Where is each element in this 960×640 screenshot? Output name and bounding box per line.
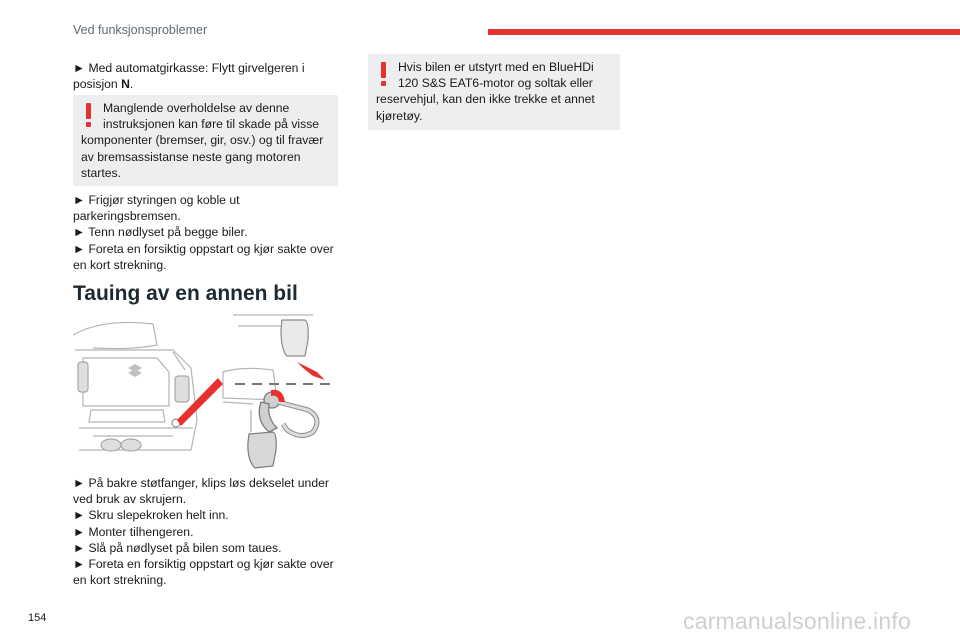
- step-screw-hook: ► Skru slepekroken helt inn.: [73, 508, 229, 523]
- step-hazard-towed: ► Slå på nødlyset på bilen som taues.: [73, 540, 282, 555]
- warning-icon: [376, 59, 392, 89]
- warning-text-right: Hvis bilen er utstyrt med en BlueHDi 120 S&S EAT6-motor og soltak eller reservehjul, kan den ikke trekke et annet kjøretøy.: [376, 60, 595, 123]
- step-mount-trailer: ► Monter tilhengeren.: [73, 524, 194, 539]
- step-hazard-lights: ► Tenn nødlyset på begge biler.: [73, 225, 248, 240]
- warning-text-left: Manglende overholdelse av denne instruksjonen kan føre til skade på visse komponenter (bremser, gir, osv.) og til fravær av bremsassistanse neste gang motoren startes.: [81, 101, 324, 180]
- steps-steering: [73, 192, 339, 273]
- warning-box-right: [368, 54, 620, 130]
- step-release-steering: ► Frigjør styringen og koble ut parkeringsbremsen.: [73, 193, 240, 224]
- step-drive-slowly: ► Foreta en forsiktig oppstart og kjør sakte over en kort strekning.: [73, 557, 334, 588]
- running-header: Ved funksjonsproblemer: [73, 23, 208, 37]
- warning-box-left: [73, 95, 338, 186]
- warning-icon: [81, 100, 97, 130]
- towing-illustration: [73, 310, 339, 472]
- steps-tow-other-vehicle: [73, 475, 339, 588]
- gear-n: N: [121, 77, 130, 92]
- watermark: carmanualsonline.info: [683, 608, 911, 634]
- header-accent-bar: [488, 29, 960, 35]
- step-gear-selector: ► Med automatgirkasse: Flytt girvelgeren i posisjon N.: [73, 61, 305, 92]
- step-start-carefully: ► Foreta en forsiktig oppstart og kjør sakte over en kort strekning.: [73, 241, 334, 272]
- section-title: Tauing av en annen bil: [73, 282, 298, 305]
- step-remove-cover: ► På bakre støtfanger, klips løs dekselet under ved bruk av skrujern.: [73, 476, 329, 507]
- page-number: 154: [28, 612, 47, 624]
